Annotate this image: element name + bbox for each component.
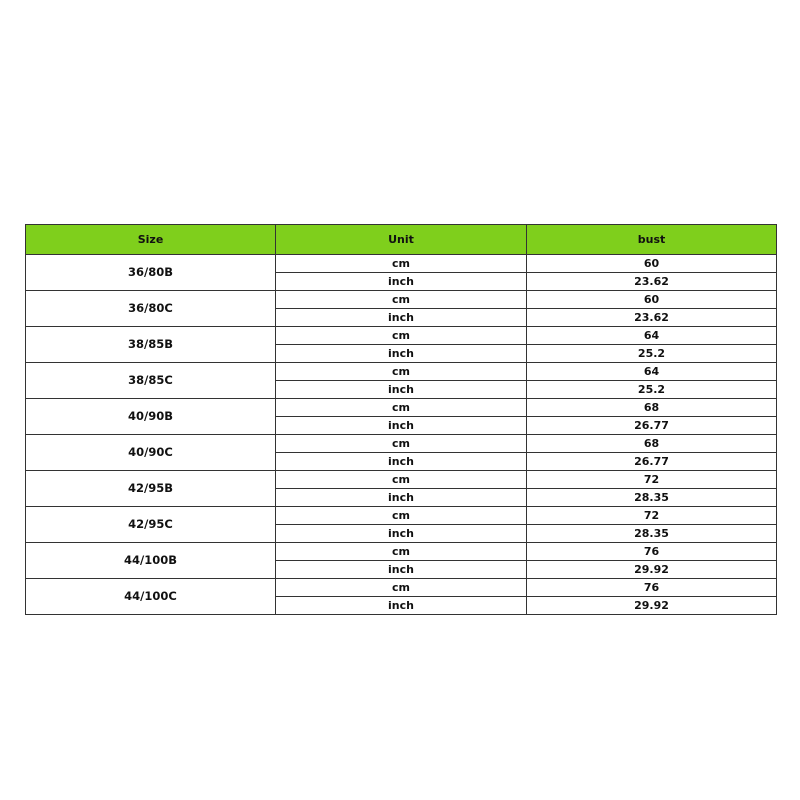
size-cell: 36/80B (26, 255, 276, 291)
unit-cell-inch: inch (276, 561, 527, 579)
bust-cell-inch: 28.35 (527, 525, 777, 543)
table-row (26, 435, 777, 453)
unit-cell-cm: cm (276, 543, 527, 561)
unit-cell-cm: cm (276, 255, 527, 273)
unit-cell-inch: inch (276, 381, 527, 399)
unit-cell-cm: cm (276, 471, 527, 489)
unit-cell-cm: cm (276, 363, 527, 381)
unit-cell-inch: inch (276, 525, 527, 543)
unit-cell-inch: inch (276, 453, 527, 471)
bust-cell-inch: 29.92 (527, 561, 777, 579)
header-row (26, 225, 777, 255)
bust-cell-cm: 72 (527, 471, 777, 489)
unit-cell-cm: cm (276, 507, 527, 525)
header-size: Size (26, 225, 276, 255)
bust-cell-cm: 72 (527, 507, 777, 525)
bust-cell-inch: 23.62 (527, 309, 777, 327)
bust-cell-cm: 64 (527, 327, 777, 345)
unit-cell-inch: inch (276, 273, 527, 291)
unit-cell-cm: cm (276, 327, 527, 345)
bust-cell-cm: 60 (527, 255, 777, 273)
size-cell: 42/95B (26, 471, 276, 507)
bust-cell-cm: 60 (527, 291, 777, 309)
size-cell: 38/85C (26, 363, 276, 399)
bust-cell-cm: 76 (527, 543, 777, 561)
table-row (26, 471, 777, 489)
unit-cell-inch: inch (276, 309, 527, 327)
table-body (26, 255, 777, 615)
unit-cell-cm: cm (276, 399, 527, 417)
table-row (26, 507, 777, 525)
header-unit: Unit (276, 225, 527, 255)
table-row (26, 543, 777, 561)
unit-cell-inch: inch (276, 489, 527, 507)
table-row (26, 291, 777, 309)
bust-cell-cm: 64 (527, 363, 777, 381)
bust-cell-cm: 68 (527, 435, 777, 453)
size-chart-table (25, 224, 777, 615)
unit-cell-inch: inch (276, 417, 527, 435)
table-row (26, 579, 777, 597)
unit-cell-inch: inch (276, 597, 527, 615)
table-row (26, 255, 777, 273)
bust-cell-inch: 28.35 (527, 489, 777, 507)
unit-cell-inch: inch (276, 345, 527, 363)
header-bust: bust (527, 225, 777, 255)
bust-cell-inch: 26.77 (527, 417, 777, 435)
bust-cell-inch: 25.2 (527, 345, 777, 363)
bust-cell-inch: 26.77 (527, 453, 777, 471)
size-cell: 38/85B (26, 327, 276, 363)
size-cell: 40/90C (26, 435, 276, 471)
size-cell: 40/90B (26, 399, 276, 435)
unit-cell-cm: cm (276, 435, 527, 453)
bust-cell-inch: 29.92 (527, 597, 777, 615)
bust-cell-inch: 25.2 (527, 381, 777, 399)
bust-cell-inch: 23.62 (527, 273, 777, 291)
size-cell: 44/100B (26, 543, 276, 579)
bust-cell-cm: 76 (527, 579, 777, 597)
table-header (26, 225, 777, 255)
size-cell: 44/100C (26, 579, 276, 615)
size-cell: 42/95C (26, 507, 276, 543)
size-cell: 36/80C (26, 291, 276, 327)
unit-cell-cm: cm (276, 291, 527, 309)
table-row (26, 399, 777, 417)
table-row (26, 363, 777, 381)
bust-cell-cm: 68 (527, 399, 777, 417)
unit-cell-cm: cm (276, 579, 527, 597)
table-row (26, 327, 777, 345)
